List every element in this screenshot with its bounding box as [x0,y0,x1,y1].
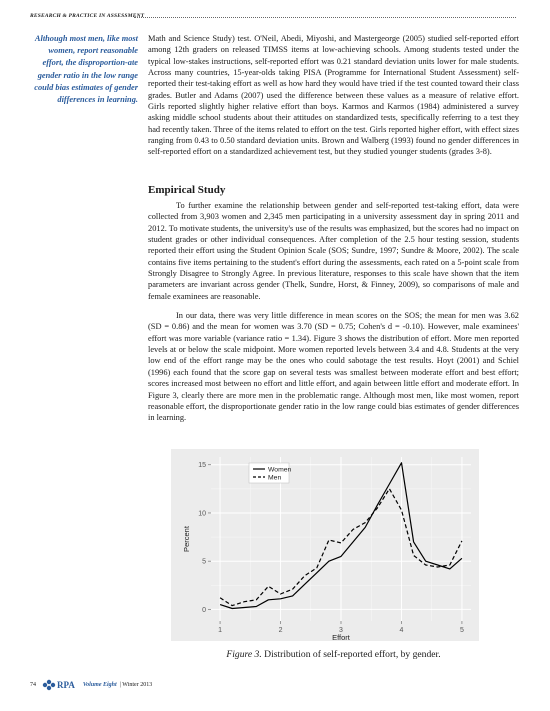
paragraph-2: To further examine the relationship between gender and self-reported test-taking effort, data were collected from 3,903 women and 2,345 men participating in a university assessment day in spring 2011 and 2012. To motivate students, the university's use of the results was emphasized, but the scores had no impact on student grades or other individual consequences. After completion of the 2.5 hour testing session, students reported their effort using the Student Opinion Scale (SOS; Sundre, 1997; Sundre & Moore, 2002). The scale contains five items pertaining to the student's effort during the assessments, each rated on a 5-point scale from Strongly Disagree to Strongly Agree. In previous literature, responses to this scale have shown that the item parameters are invariant across gender (Thelk, Sundre, Horst, & Finney, 2009), so comparisons of male and female examinees are reasonable. [148,201,519,301]
header-rule [134,17,516,18]
running-header: RESEARCH & PRACTICE IN ASSESSMENT [30,13,145,19]
issue-label: | Winter 2013 [119,682,153,688]
page-footer [30,679,152,691]
x-tick-label: 5 [459,627,464,634]
x-axis-label: Effort [332,633,350,641]
figure-label: Figure 3. [226,649,262,660]
x-tick-label: 1 [218,627,223,634]
rpa-leaf-icon [42,679,56,691]
section-heading: Empirical Study [148,184,226,196]
figure-caption [148,649,519,660]
x-tick-label: 4 [399,627,404,634]
x-tick-label: 3 [339,627,343,634]
logo-text: RPA [57,680,75,690]
rpa-logo [42,679,75,691]
figure-3-chart [171,449,479,641]
pull-quote: Although most men, like most women, report reasonable effort, the disproportion-ate gender ratio in the low range could bias estimates of gender differences in learning. [34,34,138,105]
effort-distribution-chart [171,449,479,641]
y-tick-label: 15 [198,462,206,470]
y-tick-label: 0 [202,606,206,614]
body-text [148,33,519,158]
page-number: 74 [30,682,36,688]
legend-label-men: Men [268,474,282,482]
legend-label-women: Women [268,466,292,474]
y-tick-label: 10 [198,510,206,518]
figure-caption-text: Distribution of self-reported effort, by gender. [264,649,441,660]
paragraph-3: In our data, there was very little difference in mean scores on the SOS; the mean for men was 3.62 (SD = 0.86) and the mean for women was 3.70 (SD = 0.75; Cohen's d = -0.10). However, male examinees' effort was more variable (variance ratio = 1.34). Figure 3 shows the distribution of effort. More men reported levels at or below the scale midpoint. More women reported levels between 3.4 and 4.8. Students at the very low end of the effort range may be the ones who could sabotage the test results. Hoyt (2001) and Schiel (1996) each found that the score gap on several tests was smallest between moderate effort and best effort; scores increased most between no effort and little effort, and again between little effort and moderate effort. In Figure 3, clearly there are more men in the problematic range. Although most men, like most women, report reasonable effort, the disproportionate gender ratio in the low range could bias estimates of gender differences in learning. [148,311,519,423]
body-text-2 [148,200,519,424]
volume-label: Volume Eight [82,682,117,688]
x-tick-label: 2 [278,627,283,634]
y-tick-label: 5 [202,558,206,566]
paragraph-1: Math and Science Study) test. O'Neil, Abedi, Miyoshi, and Mastergeorge (2005) studied self-reported effort among 12th graders on released TIMSS items at low-achieving schools. Among students tested under the typical low-stakes instructions, self-reported effort was 0.21 standard deviation units lower for male students. Across many countries, 15-year-olds taking PISA (Programme for International Student Assessment) self-reported their test-taking effort as well as how hard they would have tried if the test counted toward their class grades. Butler and Adams (2007) used the difference between these values as a measure of relative effort. Girls reported slightly higher relative effort than boys. Karmos and Karmos (1984) administered a survey asking middle school students about their attitudes on standardized tests, specifically referring to a test they had recently taken. Three of the items related to effort on the test. Girls reported higher effort, with effect sizes ranging from 0.43 to 0.50 standard deviation units. Brown and Walberg (1993) found no gender differences in self-reported effort on a standardized achievement test, but they studied younger students (grades 3-8). [148,34,519,157]
y-axis-label: Percent [182,526,191,552]
